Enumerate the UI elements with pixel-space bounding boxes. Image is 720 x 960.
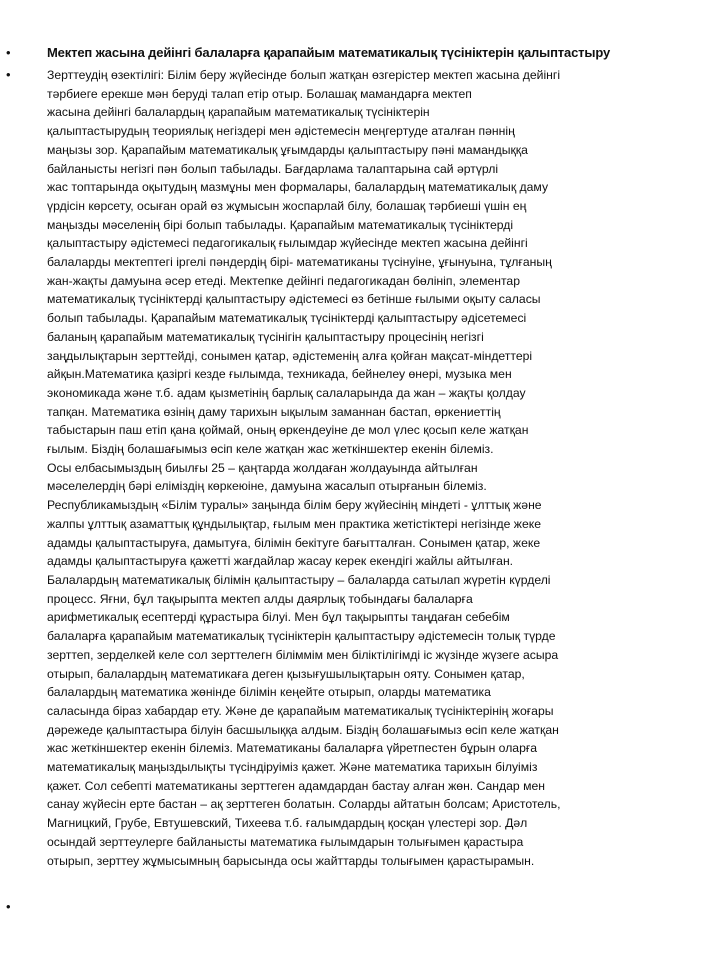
- body-line: маңызы зор. Қарапайым математикалық ұғымдарды қалыптастыру пәні мамандыққа: [47, 142, 528, 157]
- body-line: математикалық түсініктерді қалыптастыру әдістемесі өз бетінше ғылыми оқыту саласы: [47, 292, 541, 307]
- body-line: Республикамыздың «Білім туралы» заңында білім беру жүйесінің міндеті - ұлттық және: [47, 498, 542, 513]
- body-line: экономикада және т.б. адам қызметінің барлық салаларында да жан – жақты қолдау: [47, 385, 526, 400]
- document-title: Мектеп жасына дейінгі балаларға қарапайым математикалық түсініктерін қалыптастыру: [47, 45, 611, 60]
- body-line: дәрежеде қалыптастыра білуін басшылыққа алдым. Біздің болашағымыз өсіп келе жатқан: [47, 722, 559, 737]
- body-line: жасына дейінгі балалардың қарапайым математикалық түсініктерін: [47, 105, 430, 120]
- body-line: балаларға қарапайым математикалық түсініктерін қалыптастыру әдістемесін толық түрде: [47, 629, 556, 644]
- body-line: адамды қалыптастыруға, дамытуға, білімін бекітуге бағытталған. Сонымен қатар, жеке: [47, 535, 541, 550]
- body-line: маңызды мәселенің бірі болып табылады. Қарапайым математикалық түсініктерді: [47, 217, 514, 232]
- body-line: математикалық маңыздылықты түсіндіруіміз қажет. Және математика тарихын білуіміз: [47, 760, 538, 775]
- body-line: жас жеткіншектер екенін білеміз. Математиканы балаларға үйретпестен бұрын оларға: [47, 741, 538, 756]
- body-line: санау жүйесін ерте бастан – ақ зерттеген болатын. Соларды айтатын болсам; Аристотель,: [47, 797, 561, 812]
- body-line: арифметикалық есептерді құрастыра білуі. Мен бұл тақырыпты таңдаған себебім: [47, 610, 510, 625]
- body-line: осындай зерттеулерге байланысты математика ғылымдарын толығымен қарастыра: [47, 834, 524, 849]
- bullet-dot: •: [6, 67, 11, 82]
- body-line: үрдісін көрсету, осыған орай өз жұмысын жоспарлай білу, болашақ тәрбиеші үшін ең: [47, 198, 527, 213]
- body-line: Осы елбасымыздың биылғы 25 – қаңтарда жолдаған жолдауында айтылған: [47, 460, 478, 475]
- body-line: адамды қалыптастыруға қажетті жағдайлар жасау керек екендігі жайлы айтылған.: [47, 554, 514, 569]
- body-line: баланың қарапайым математикалық түсінігін қалыптастыру процесінің негізгі: [47, 329, 484, 344]
- body-line: отырып, балалардың математикаға деген қызығушылықтарын ояту. Сонымен қатар,: [47, 666, 525, 681]
- body-line: табыстарын паш етіп қана қоймай, оның өркендеуіне де мол үлес қосып келе жатқан: [47, 423, 529, 438]
- body-line: байланысты негізгі пән болып табылады. Бағдарлама талаптарына сай әртүрлі: [47, 161, 499, 176]
- body-line: жас топтарында оқытудың мазмұны мен формалары, балалардың математикалық даму: [47, 180, 549, 195]
- body-paragraph: [47, 66, 687, 870]
- body-line: Магницкий, Грубе, Евтушевский, Тихеева т.б. ғалымдардың қосқан үлестері зор. Дәл: [47, 816, 528, 831]
- body-line: Балалардың математикалық білімін қалыптастыру – балаларда сатылап жүретін күрделі: [47, 572, 551, 587]
- body-line: тәрбиеге ерекше мән беруді талап етір отыр. Болашақ мамандарға мектеп: [47, 86, 472, 101]
- body-line: тапқан. Математика өзінің даму тарихын ықылым заманнан бастап, өркениеттің: [47, 404, 501, 419]
- body-line: процесс. Яғни, бұл тақырыпта мектеп алды даярлық тобындағы балаларға: [47, 591, 473, 606]
- body-line: балалардың математика жөнінде білімін кеңейте отырып, оларды математика: [47, 685, 491, 700]
- body-line: қажет. Сол себепті математиканы зерттеген адамдардан бастау алған жөн. Сандар мен: [47, 778, 545, 793]
- body-line: балаларды мектептегі іргелі пәндердің бірі- математиканы түсінуіне, ұғынуына, тұлғаның: [47, 255, 552, 270]
- body-line: қалыптастырудың теориялық негіздері мен әдістемесін меңгертуде аталған пәннің: [47, 124, 515, 139]
- bullet-dot: •: [6, 45, 11, 60]
- body-line: мәселелердің бәрі еліміздің көркеюіне, дамуына жасалып отырғанын білеміз.: [47, 479, 487, 494]
- body-line: зерттеп, зерделкей келе сол зерттелегн біліммім мен біліктілігімді іс жүзінде жүзеге асыра: [47, 647, 559, 662]
- body-line: Зерттеудің өзектілігі: Білім беру жүйесінде болып жатқан өзгерістер мектеп жасына дейінгі: [47, 68, 561, 82]
- body-line: отырып, зерттеу жұмысымның барысында осы жайттарды толығымен қарастырамын.: [47, 853, 535, 868]
- body-line: жан-жақты дамуына әсер етеді. Мектепке дейінгі педагогикадан бөлініп, элементар: [47, 273, 520, 288]
- body-line: ғылым. Біздің болашағымыз өсіп келе жатқан жас жеткіншектер екенін білеміз.: [47, 442, 494, 457]
- body-line: болып табылады. Қарапайым математикалық түсініктерді қалыптастыру әдісетемесі: [47, 311, 527, 326]
- bullet-dot: •: [6, 899, 11, 914]
- body-line: қалыптастыру әдістемесі педагогикалық ғылымдар жүйесінде мектеп жасына дейінгі: [47, 236, 528, 251]
- body-line: саласында біраз хабардар ету. Және де қарапайым математикалық түсініктерінің жоғары: [47, 703, 554, 718]
- body-line: жалпы ұлттық азаматтық құндылықтар, ғылым мен практика жетістіктері негізінде жеке: [47, 516, 541, 531]
- body-line: заңдылықтарын зерттейді, сонымен қатар, әдістеменің алға қойған мақсат-міндеттері: [47, 348, 533, 363]
- body-line: айқын.Математика қазіргі кезде ғылымда, техникада, бейнелеу өнері, музыка мен: [47, 367, 512, 382]
